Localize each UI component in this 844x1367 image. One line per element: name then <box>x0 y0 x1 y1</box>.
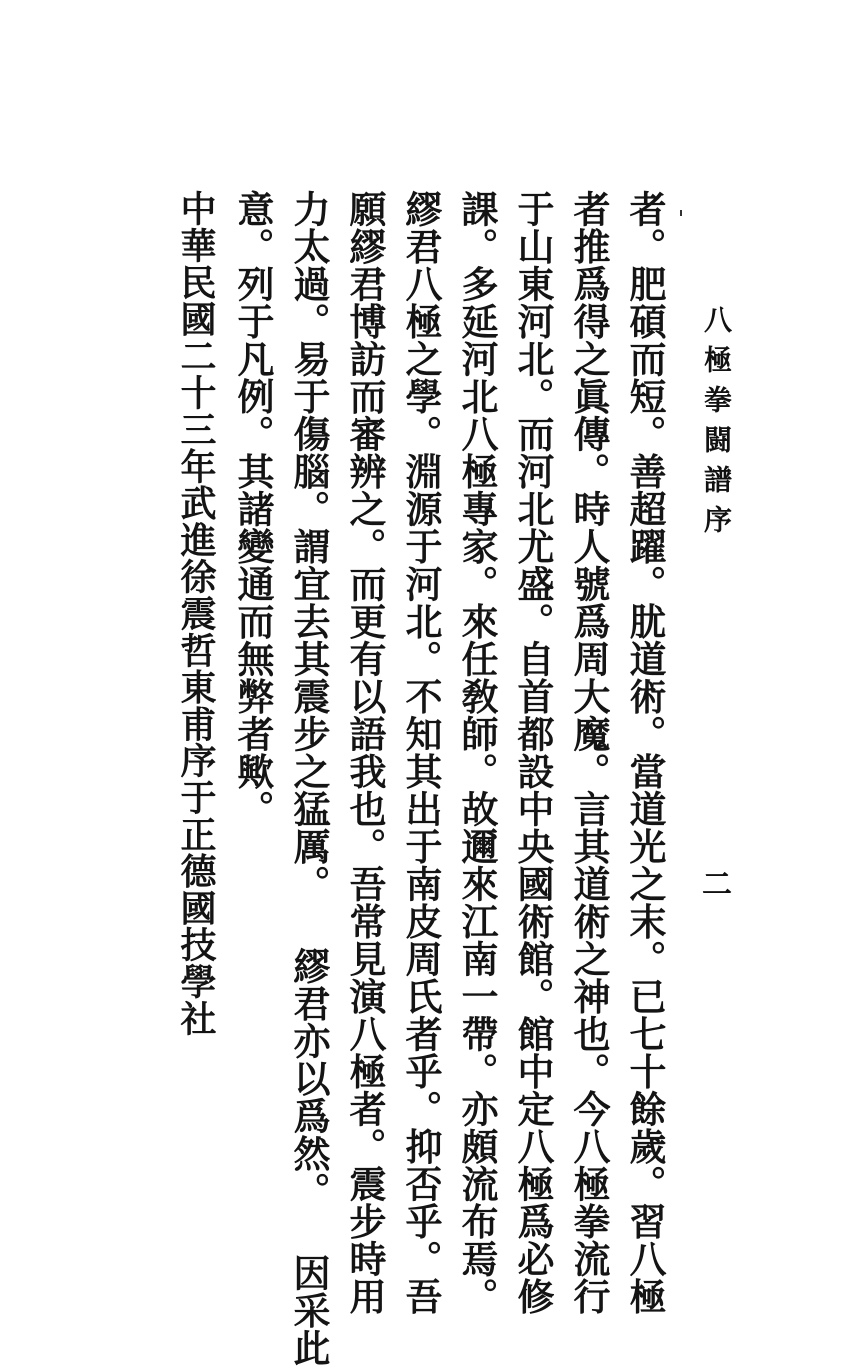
text-column-5: 繆君八極之學。淵源于河北。不知其出于南皮周氏者乎。抑否乎。吾 <box>399 190 443 1315</box>
page-number: 二 <box>696 868 731 898</box>
text-column-2: 者推爲得之眞傳。時人號爲周大魔。言其道術之神也。今八極拳流行 <box>567 190 611 1315</box>
text-column-3: 于山東河北。而河北尤盛。自首都設中央國術館。館中定八極爲必修 <box>511 190 555 1315</box>
margin-mark <box>680 210 682 216</box>
text-column-4: 課。多延河北八極專家。來任敎師。故邇來江南一帶。亦頗流布焉。 <box>455 190 499 1315</box>
text-column-8: 意。列于凡例。其諸變通而無弊者歟。 <box>231 190 275 828</box>
running-header-title: 八極拳闘譜序 <box>700 305 733 545</box>
text-column-6: 願繆君博訪而審辨之。而更有以語我也。吾常見演八極者。震步時用 <box>343 190 387 1315</box>
text-column-7: 力太過。易于傷腦。謂宜去其震步之猛厲。 繆君亦以爲然。 因采此 <box>287 190 331 1367</box>
preface-signature: 中華民國二十三年武進徐震哲東甫序于正德國技學社 <box>175 190 217 1037</box>
text-column-1: 者。肥碩而短。善超躍。肬道術。當道光之末。已七十餘歲。習八極 <box>623 190 667 1315</box>
